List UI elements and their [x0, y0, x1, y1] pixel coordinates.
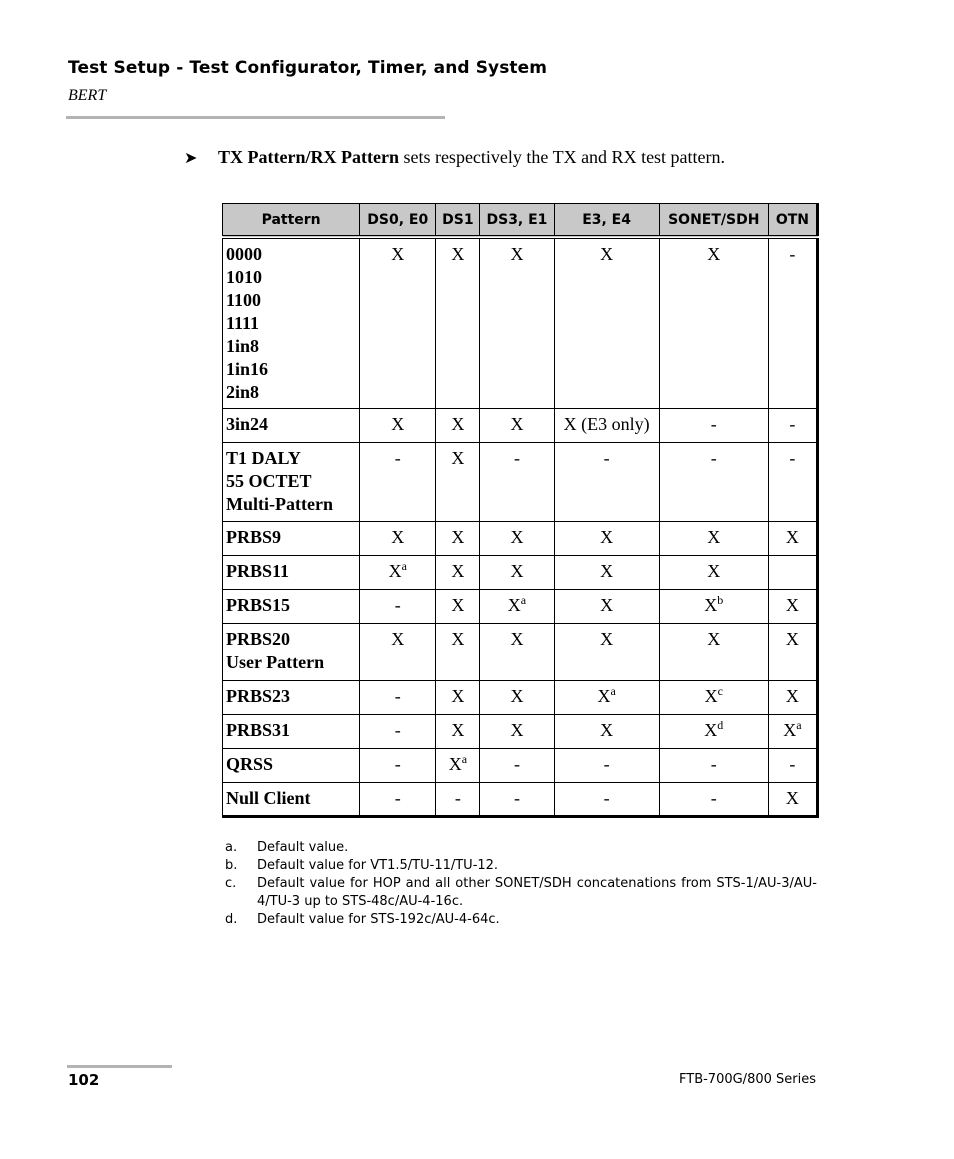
support-cell — [480, 555, 554, 589]
support-cell — [360, 714, 436, 748]
column-header: DS0, E0 — [360, 204, 436, 238]
support-value: X — [391, 244, 405, 264]
support-cell — [768, 714, 817, 748]
support-cell — [554, 442, 659, 521]
support-cell — [360, 782, 436, 816]
table-row — [223, 521, 818, 555]
support-value: - — [603, 753, 610, 774]
footnote-text: Default value for VT1.5/TU-11/TU-12. — [257, 858, 499, 873]
support-cell — [360, 237, 436, 408]
footnote-ref: d — [717, 717, 724, 732]
support-value: - — [710, 753, 717, 774]
support-cell — [480, 782, 554, 816]
support-value: - — [513, 787, 520, 808]
support-cell — [768, 623, 817, 680]
table-row — [223, 680, 818, 714]
support-value: - — [710, 413, 717, 434]
support-value: X — [448, 753, 462, 774]
support-cell — [768, 589, 817, 623]
support-cell — [360, 555, 436, 589]
support-cell — [659, 521, 768, 555]
pattern-name: PRBS20 — [226, 628, 291, 649]
support-value: X — [510, 719, 524, 740]
support-value: X — [510, 526, 524, 547]
pattern-name: 1111 — [226, 313, 260, 333]
support-value: X — [707, 560, 721, 581]
column-header: SONET/SDH — [659, 204, 768, 238]
support-cell — [659, 589, 768, 623]
footnote-label: c. — [225, 876, 237, 891]
footnote-label: a. — [225, 840, 238, 855]
footnote-ref: a — [796, 717, 802, 732]
support-value: X — [510, 628, 524, 649]
pattern-cell — [223, 408, 360, 442]
pattern-name: T1 DALY — [226, 447, 301, 468]
support-value: - — [789, 753, 796, 774]
footnotes — [225, 839, 817, 929]
support-value: - — [394, 753, 401, 774]
support-value: - — [789, 413, 796, 434]
pattern-name: PRBS31 — [226, 719, 291, 740]
support-value: - — [710, 447, 717, 468]
table-row — [223, 237, 818, 408]
pattern-name: 55 OCTET — [226, 470, 312, 491]
support-value: X — [785, 594, 799, 615]
support-value: - — [513, 447, 520, 468]
pattern-name: Multi-Pattern — [226, 493, 333, 514]
support-cell — [659, 237, 768, 408]
support-cell — [659, 442, 768, 521]
support-cell — [768, 748, 817, 782]
pattern-name: 1010 — [226, 267, 262, 287]
support-value: X — [704, 719, 718, 740]
support-cell — [436, 589, 480, 623]
intro-term: TX Pattern/RX Pattern — [218, 147, 399, 167]
footnote-ref: a — [401, 558, 407, 573]
pattern-cell — [223, 555, 360, 589]
support-cell — [436, 623, 480, 680]
support-cell — [360, 589, 436, 623]
footnote-label: b. — [225, 858, 238, 873]
support-cell — [436, 680, 480, 714]
pattern-name: PRBS15 — [226, 594, 291, 615]
support-value: X — [600, 628, 614, 649]
column-header: Pattern — [223, 204, 360, 238]
support-cell — [554, 521, 659, 555]
support-value: X — [707, 628, 721, 649]
support-cell — [768, 555, 817, 589]
support-cell — [659, 680, 768, 714]
support-cell — [436, 408, 480, 442]
pattern-cell — [223, 680, 360, 714]
support-value: X — [510, 413, 524, 434]
support-cell — [436, 748, 480, 782]
support-value: - — [394, 594, 401, 615]
pattern-name: 3in24 — [226, 413, 269, 434]
support-cell — [554, 714, 659, 748]
pattern-cell — [223, 237, 360, 408]
support-cell — [554, 680, 659, 714]
table-row — [223, 555, 818, 589]
support-value: - — [454, 787, 461, 808]
pattern-cell — [223, 748, 360, 782]
support-cell — [554, 589, 659, 623]
support-cell — [554, 623, 659, 680]
footnote-ref: c — [717, 683, 723, 698]
support-value: X — [704, 594, 718, 615]
pattern-cell — [223, 521, 360, 555]
support-value: - — [710, 787, 717, 808]
page-number: 102 — [68, 1071, 100, 1089]
footnote-text: Default value. — [257, 840, 349, 855]
support-cell — [659, 714, 768, 748]
support-value: X — [600, 719, 614, 740]
support-cell — [360, 442, 436, 521]
support-cell — [480, 589, 554, 623]
footnote — [225, 857, 817, 875]
table-row — [223, 589, 818, 623]
support-value: X — [785, 787, 799, 808]
support-value: - — [394, 447, 401, 468]
footnote-text: Default value for HOP and all other SONET/SDH concatenations from STS-1/AU-3/AU-4/TU-3 up to STS-48c/AU-4-16c. — [257, 876, 817, 909]
support-value: X — [391, 526, 405, 547]
support-cell — [768, 408, 817, 442]
support-cell — [480, 680, 554, 714]
support-cell — [554, 555, 659, 589]
support-cell — [480, 714, 554, 748]
support-value: - — [789, 447, 796, 468]
support-cell — [436, 714, 480, 748]
support-cell — [480, 521, 554, 555]
support-cell — [436, 442, 480, 521]
intro-bullet — [184, 147, 725, 168]
support-cell — [480, 408, 554, 442]
support-value: - — [603, 787, 610, 808]
support-value: X — [707, 526, 721, 547]
column-header: OTN — [768, 204, 817, 238]
bullet-arrow-icon: ➤ — [184, 150, 198, 167]
support-value: X — [785, 526, 799, 547]
support-value: X — [510, 560, 524, 581]
support-value: - — [394, 719, 401, 740]
support-cell — [480, 623, 554, 680]
product-series: FTB-700G/800 Series — [679, 1072, 816, 1087]
pattern-cell — [223, 623, 360, 680]
support-cell — [659, 555, 768, 589]
support-value: - — [394, 685, 401, 706]
support-value: X — [600, 560, 614, 581]
page-header-title: Test Setup - Test Configurator, Timer, and System — [68, 58, 548, 78]
footnote-ref: a — [520, 592, 527, 607]
footnote-text: Default value for STS-192c/AU-4-64c. — [257, 912, 500, 927]
table-body — [223, 237, 818, 816]
support-cell — [436, 782, 480, 816]
footnote-label: d. — [225, 912, 238, 927]
support-value: - — [394, 787, 401, 808]
footnote — [225, 875, 817, 911]
header-divider — [66, 116, 445, 119]
support-value: X — [600, 526, 614, 547]
support-cell — [360, 521, 436, 555]
support-cell — [768, 237, 817, 408]
pattern-name: PRBS23 — [226, 685, 291, 706]
support-value: - — [513, 753, 520, 774]
pattern-name: User Pattern — [226, 651, 325, 672]
support-cell — [436, 237, 480, 408]
support-value: - — [603, 447, 610, 468]
support-cell — [360, 748, 436, 782]
support-value: X — [707, 244, 721, 264]
pattern-name: PRBS11 — [226, 560, 290, 581]
support-cell — [659, 408, 768, 442]
footnote-ref: b — [717, 592, 724, 607]
table-row — [223, 782, 818, 816]
support-value: X — [388, 560, 402, 581]
support-cell — [554, 782, 659, 816]
support-cell — [480, 442, 554, 521]
support-value: X — [600, 244, 614, 264]
support-cell — [436, 521, 480, 555]
support-value: X — [391, 628, 405, 649]
column-header: DS1 — [436, 204, 480, 238]
column-header: DS3, E1 — [480, 204, 554, 238]
support-value: X — [510, 244, 524, 264]
pattern-name: 1100 — [226, 290, 262, 310]
column-header: E3, E4 — [554, 204, 659, 238]
support-cell — [659, 748, 768, 782]
footnote-ref: a — [610, 683, 616, 698]
support-value: X — [783, 719, 797, 740]
pattern-name: 1in16 — [226, 359, 269, 379]
support-value: X — [451, 244, 465, 264]
support-cell — [768, 521, 817, 555]
support-cell — [768, 680, 817, 714]
support-value: X — [451, 413, 465, 434]
support-value: X (E3 only) — [563, 413, 650, 434]
footnote — [225, 839, 817, 857]
support-value: X — [451, 628, 465, 649]
support-value: X — [391, 413, 405, 434]
pattern-name: 1in8 — [226, 336, 260, 356]
intro-text: sets respectively the TX and RX test pattern. — [398, 147, 726, 167]
pattern-cell — [223, 589, 360, 623]
page-header-subtitle: BERT — [68, 87, 107, 104]
pattern-support-table — [222, 203, 819, 818]
support-value: X — [451, 594, 465, 615]
support-value: X — [451, 447, 465, 468]
support-cell — [659, 782, 768, 816]
pattern-name: 2in8 — [226, 382, 260, 402]
support-cell — [554, 748, 659, 782]
table-row — [223, 442, 818, 521]
support-cell — [554, 237, 659, 408]
support-cell — [768, 782, 817, 816]
support-value: X — [507, 594, 521, 615]
table-header-row — [223, 204, 818, 238]
support-value: X — [510, 685, 524, 706]
table-row — [223, 623, 818, 680]
support-cell — [360, 623, 436, 680]
support-value: X — [785, 628, 799, 649]
support-cell — [554, 408, 659, 442]
table-row — [223, 714, 818, 748]
support-value: X — [451, 685, 465, 706]
pattern-cell — [223, 442, 360, 521]
support-value: X — [704, 685, 718, 706]
footnote-ref: a — [461, 751, 468, 766]
support-cell — [659, 623, 768, 680]
support-value: X — [785, 685, 799, 706]
pattern-name: PRBS9 — [226, 526, 282, 547]
support-cell — [360, 408, 436, 442]
support-cell — [768, 442, 817, 521]
support-value: X — [451, 719, 465, 740]
pattern-name: Null Client — [226, 787, 311, 808]
support-value: X — [451, 526, 465, 547]
support-value: X — [597, 685, 611, 706]
pattern-name: 0000 — [226, 244, 262, 264]
footer-divider — [67, 1065, 172, 1068]
support-value: X — [600, 594, 614, 615]
table-row — [223, 748, 818, 782]
support-cell — [480, 748, 554, 782]
support-value: X — [451, 560, 465, 581]
support-cell — [480, 237, 554, 408]
support-cell — [360, 680, 436, 714]
support-value: - — [789, 244, 796, 264]
table-row — [223, 408, 818, 442]
pattern-name: QRSS — [226, 753, 274, 774]
footnote — [225, 911, 817, 929]
pattern-cell — [223, 714, 360, 748]
pattern-cell — [223, 782, 360, 816]
support-cell — [436, 555, 480, 589]
